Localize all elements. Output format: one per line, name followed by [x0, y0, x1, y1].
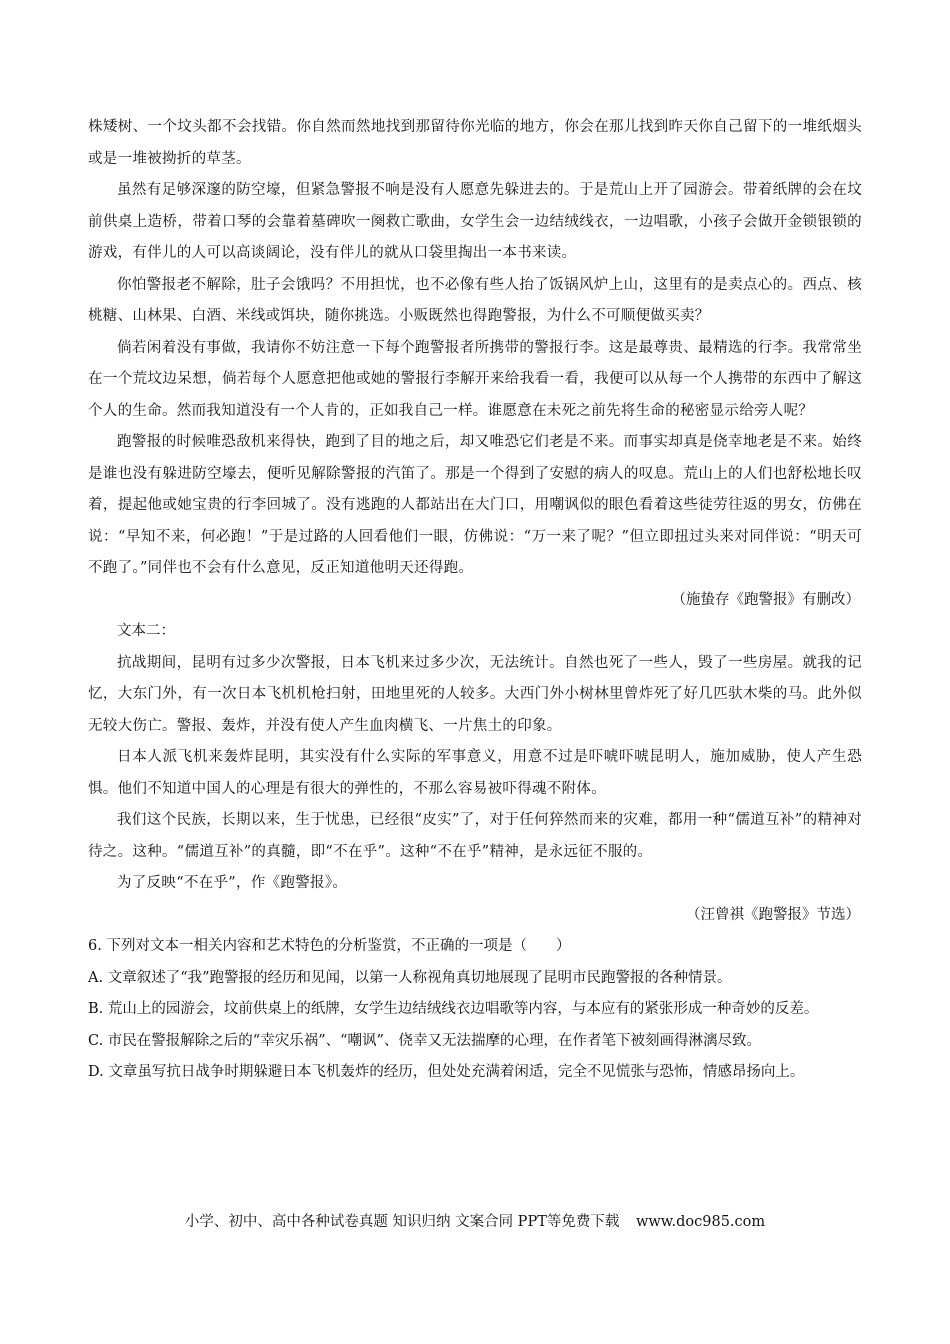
footer-url[interactable]: www.doc985.com [635, 1214, 766, 1230]
option-b: B. 荒山上的园游会，坟前供桌上的纸牌，女学生边结绒线衣边唱歌等内容，与本应有的紧张形成一种奇妙的反差。 [88, 1001, 819, 1017]
footer-text: 小学、初中、高中各种试卷真题 知识归纳 文案合同 PPT等免费下载 [184, 1214, 620, 1230]
passage-two-heading: 文本二： [117, 623, 175, 639]
option-d: D. 文章虽写抗日战争时期躲避日本飞机轰炸的经历，但处处充满着闲适，完全不见慌张与恐怖，情感昂扬向上。 [88, 1064, 805, 1080]
passage-two-paragraph-1: 抗战期间，昆明有过多少次警报，日本飞机来过多少次，无法统计。自然也死了一些人，毁了一些房屋。就我的记忆，大东门外，有一次日本飞机机枪扫射，田地里死的人较多。大西门外小树林里曾炸死了好几匹驮木柴的马。此外似无较大伤亡。警报、轰炸，并没有使人产生血肉横飞、一片焦土的印象。 [88, 654, 862, 734]
passage-two-paragraph-4: 为了反映“不在乎”，作《跑警报》。 [117, 875, 348, 891]
page-footer [0, 1207, 950, 1237]
passage-two-source: （汪曾祺《跑警报》节选） [686, 906, 860, 923]
passage-two-paragraph-2: 日本人派飞机来轰炸昆明，其实没有什么实际的军事意义，用意不过是吓唬吓唬昆明人，施加威胁，使人产生恐惧。他们不知道中国人的心理是有很大的弹性的，不那么容易被吓得魂不附体。 [88, 749, 862, 797]
option-c: C. 市民在警报解除之后的“幸灾乐祸”、“嘲讽”、侥幸又无法揣摩的心理，在作者笔下被刻画得淋漓尽致。 [88, 1032, 761, 1049]
question-stem: 6. 下列对文本一相关内容和艺术特色的分析鉴赏，不正确的一项是（ ） [88, 938, 571, 954]
passage-one-paragraph-1: 株矮树、一个坟头都不会找错。你自然而然地找到那留待你光临的地方，你会在那儿找到昨天你自己留下的一堆纸烟头或是一堆被拗折的草茎。 [88, 119, 862, 167]
passage-one-paragraph-4: 倘若闲着没有事做，我请你不妨注意一下每个跑警报者所携带的警报行李。这是最尊贵、最精选的行李。我常常坐在一个荒坟边呆想，倘若每个人愿意把他或她的警报行李解开来给我看一看，我便可以从每一个人携带的东西中了解这个人的生命。然而我知道没有一个人肯的，正如我自己一样。谁愿意在未死之前先将生命的秘密显示给旁人呢？ [88, 339, 862, 419]
passage-one-paragraph-5: 跑警报的时候唯恐敌机来得快，跑到了目的地之后，却又唯恐它们老是不来。而事实却真是侥幸地老是不来。始终是谁也没有躲进防空壕去，便听见解除警报的汽笛了。那是一个得到了安慰的病人的叹息。荒山上的人们也舒松地长叹着，提起他或她宝贵的行李回城了。没有逃跑的人都站出在大门口，用嘲讽似的眼色看着这些徒劳往返的男女，仿佛在说：“早知不来，何必跑！”于是过路的人回看他们一眼，仿佛说：“万一来了呢？”但立即扭过头来对同伴说：“明天可不跑了。”同伴也不会有什么意见，反正知道他明天还得跑。 [88, 434, 862, 576]
passage-one-paragraph-3: 你怕警报老不解除，肚子会饿吗？不用担忧，也不必像有些人抬了饭锅风炉上山，这里有的是卖点心的。西点、核桃糖、山林果、白酒、米线或饵块，随你挑选。小贩既然也得跑警报，为什么不可顺便做买卖？ [88, 276, 862, 324]
document-body [88, 112, 862, 1089]
passage-one-paragraph-2: 虽然有足够深邃的防空壕，但紧急警报不响是没有人愿意先躲进去的。于是荒山上开了园游会。带着纸牌的会在坟前供桌上造桥，带着口琴的会靠着墓碑吹一阕救亡歌曲，女学生会一边结绒线衣，一边唱歌，小孩子会做开金锁银锁的游戏，有伴儿的人可以高谈阔论，没有伴儿的就从口袋里掏出一本书来读。 [88, 182, 862, 261]
option-a: A. 文章叙述了“我”跑警报的经历和见闻，以第一人称视角真切地展现了昆明市民跑警报的各种情景。 [88, 969, 732, 986]
passage-two-paragraph-3: 我们这个民族，长期以来，生于忧患，已经很“皮实”了，对于任何猝然而来的灾难，都用一种“儒道互补”的精神对待之。这种。“儒道互补”的真髓，即“不在乎”。这种“不在乎”精神，是永远征不服的。 [88, 812, 862, 860]
passage-one-source: （施蛰存《跑警报》有删改） [671, 591, 860, 608]
